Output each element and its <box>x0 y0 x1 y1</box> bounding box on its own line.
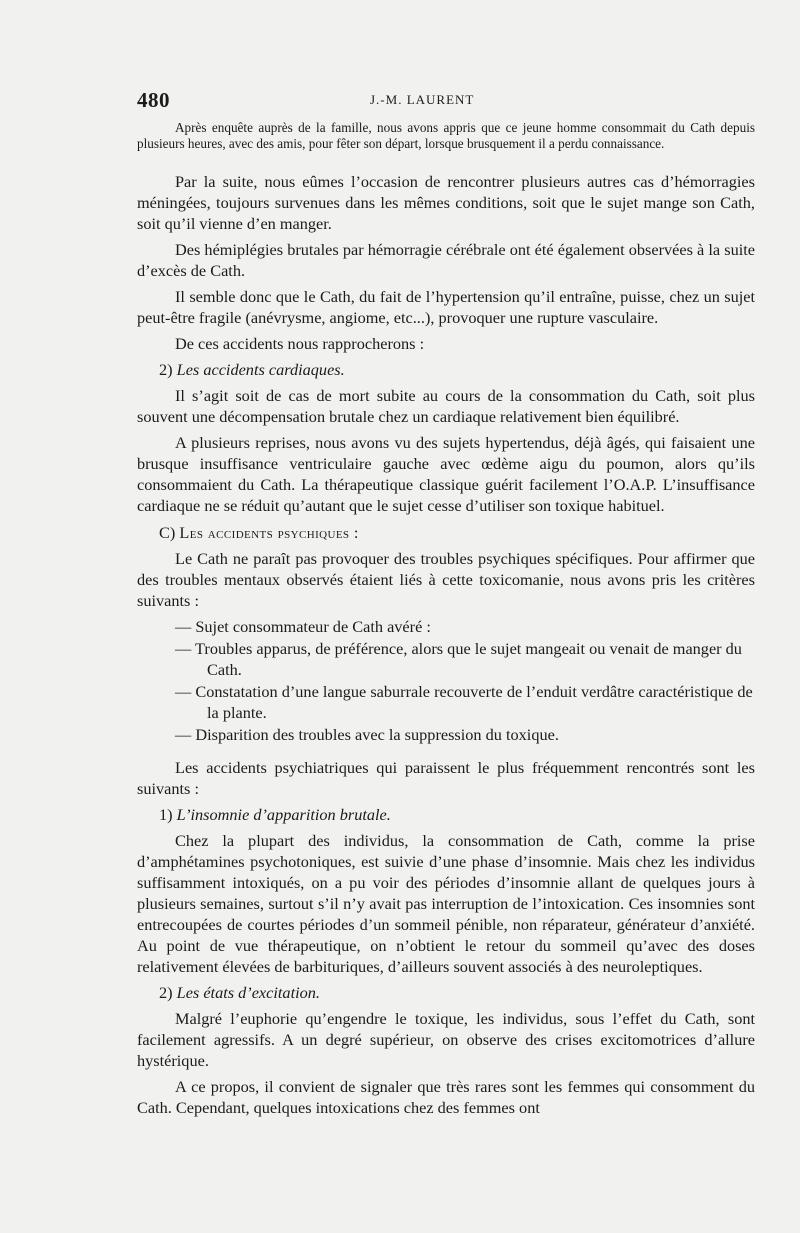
section-heading-excitation <box>137 982 755 1003</box>
section-letter: C) <box>159 523 176 542</box>
list-item: — Constatation d’une langue saburrale recouverte de l’enduit verdâtre caractéristique de la plante. <box>175 682 753 722</box>
paragraph: Les accidents psychiatriques qui paraissent le plus fréquemment rencontrés sont les suivants : <box>137 758 755 798</box>
section-number: 2) <box>159 360 173 379</box>
section-title: Les états d’excitation. <box>176 983 320 1002</box>
paragraph: Malgré l’euphorie qu’engendre le toxique, les individus, sous l’effet du Cath, sont facilement agressifs. A un degré supérieur, on observe des crises excitomotrices d’allure hystérique. <box>137 1009 755 1070</box>
paragraph: A ce propos, il convient de signaler que très rares sont les femmes qui consomment du Cath. Cependant, quelques intoxications chez des femmes ont <box>137 1077 755 1117</box>
section-title: Les accidents cardiaques. <box>176 360 345 379</box>
paragraph: Par la suite, nous eûmes l’occasion de rencontrer plusieurs autres cas d’hémorragies méningées, toujours survenues dans les mêmes conditions, soit que le sujet mange son Cath, soit qu’il vienne d’en manger. <box>137 172 755 233</box>
paragraph: Le Cath ne paraît pas provoquer des troubles psychiques spécifiques. Pour affirmer que des troubles mentaux observés étaient liés à cette toxicomanie, nous avons pris les critères suivants : <box>137 549 755 610</box>
list-item: — Troubles apparus, de préférence, alors que le sujet mangeait ou venait de manger du Cath. <box>175 639 742 679</box>
section-title: Les accidents psychiques : <box>179 523 359 542</box>
document-page <box>137 80 755 1123</box>
paragraph: Il semble donc que le Cath, du fait de l’hypertension qu’il entraîne, puisse, chez un sujet peut-être fragile (anévrysme, angiome, etc...), provoquer une rupture vasculaire. <box>137 287 755 327</box>
section-title: L’insomnie d’apparition brutale. <box>176 805 391 824</box>
list-item: — Sujet consommateur de Cath avéré : <box>175 617 431 636</box>
section-number: 1) <box>159 805 173 824</box>
paragraph: Il s’agit soit de cas de mort subite au cours de la consommation du Cath, soit plus souvent une décompensation brutale chez un cardiaque relativement bien équilibré. <box>137 386 755 426</box>
paragraph: De ces accidents nous rapprocherons : <box>175 334 425 353</box>
intro-note: Après enquête auprès de la famille, nous avons appris que ce jeune homme consommait du Cath depuis plusieurs heures, avec des amis, pour fêter son départ, lorsque brusquement il a perdu connaissance. <box>137 120 755 151</box>
page-header <box>137 80 755 120</box>
criteria-list <box>137 616 755 745</box>
paragraph: A plusieurs reprises, nous avons vu des sujets hypertendus, déjà âgés, qui faisaient une brusque insuffisance ventriculaire gauche avec œdème aigu du poumon, alors qu’ils consommaient du Cath. La thérapeutique classique guérit facilement l’O.A.P. L’insuffisance cardiaque ne se réduit qu’autant que le sujet cesse d’utiliser son toxique habituel. <box>137 433 755 515</box>
page-number: 480 <box>137 88 170 112</box>
paragraph: Chez la plupart des individus, la consommation de Cath, comme la prise d’amphétamines psychotoniques, est suivie d’une phase d’insomnie. Mais chez les individus suffisamment intoxiqués, on a pu voir des périodes d’insomnie allant de quelques jours à plusieurs semaines, surtout s’il n’y avait pas interruption de l’intoxication. Ces insomnies sont entrecoupées de courtes périodes d’un sommeil pénible, non réparateur, générateur d’anxiété. Au point de vue thérapeutique, on n’obtient le retour du sommeil qu’avec des doses relativement élevées de barbituriques, d’ailleurs souvent associés à des neuroleptiques. <box>137 831 755 976</box>
section-heading-cardiac <box>137 359 755 380</box>
section-heading-psych <box>137 522 755 543</box>
paragraph: Des hémiplégies brutales par hémorragie cérébrale ont été également observées à la suite d’excès de Cath. <box>137 240 755 280</box>
section-heading-insomnia <box>137 804 755 825</box>
section-number: 2) <box>159 983 173 1002</box>
running-title: J.-M. LAURENT <box>370 92 475 107</box>
list-item: — Disparition des troubles avec la suppression du toxique. <box>175 725 559 744</box>
